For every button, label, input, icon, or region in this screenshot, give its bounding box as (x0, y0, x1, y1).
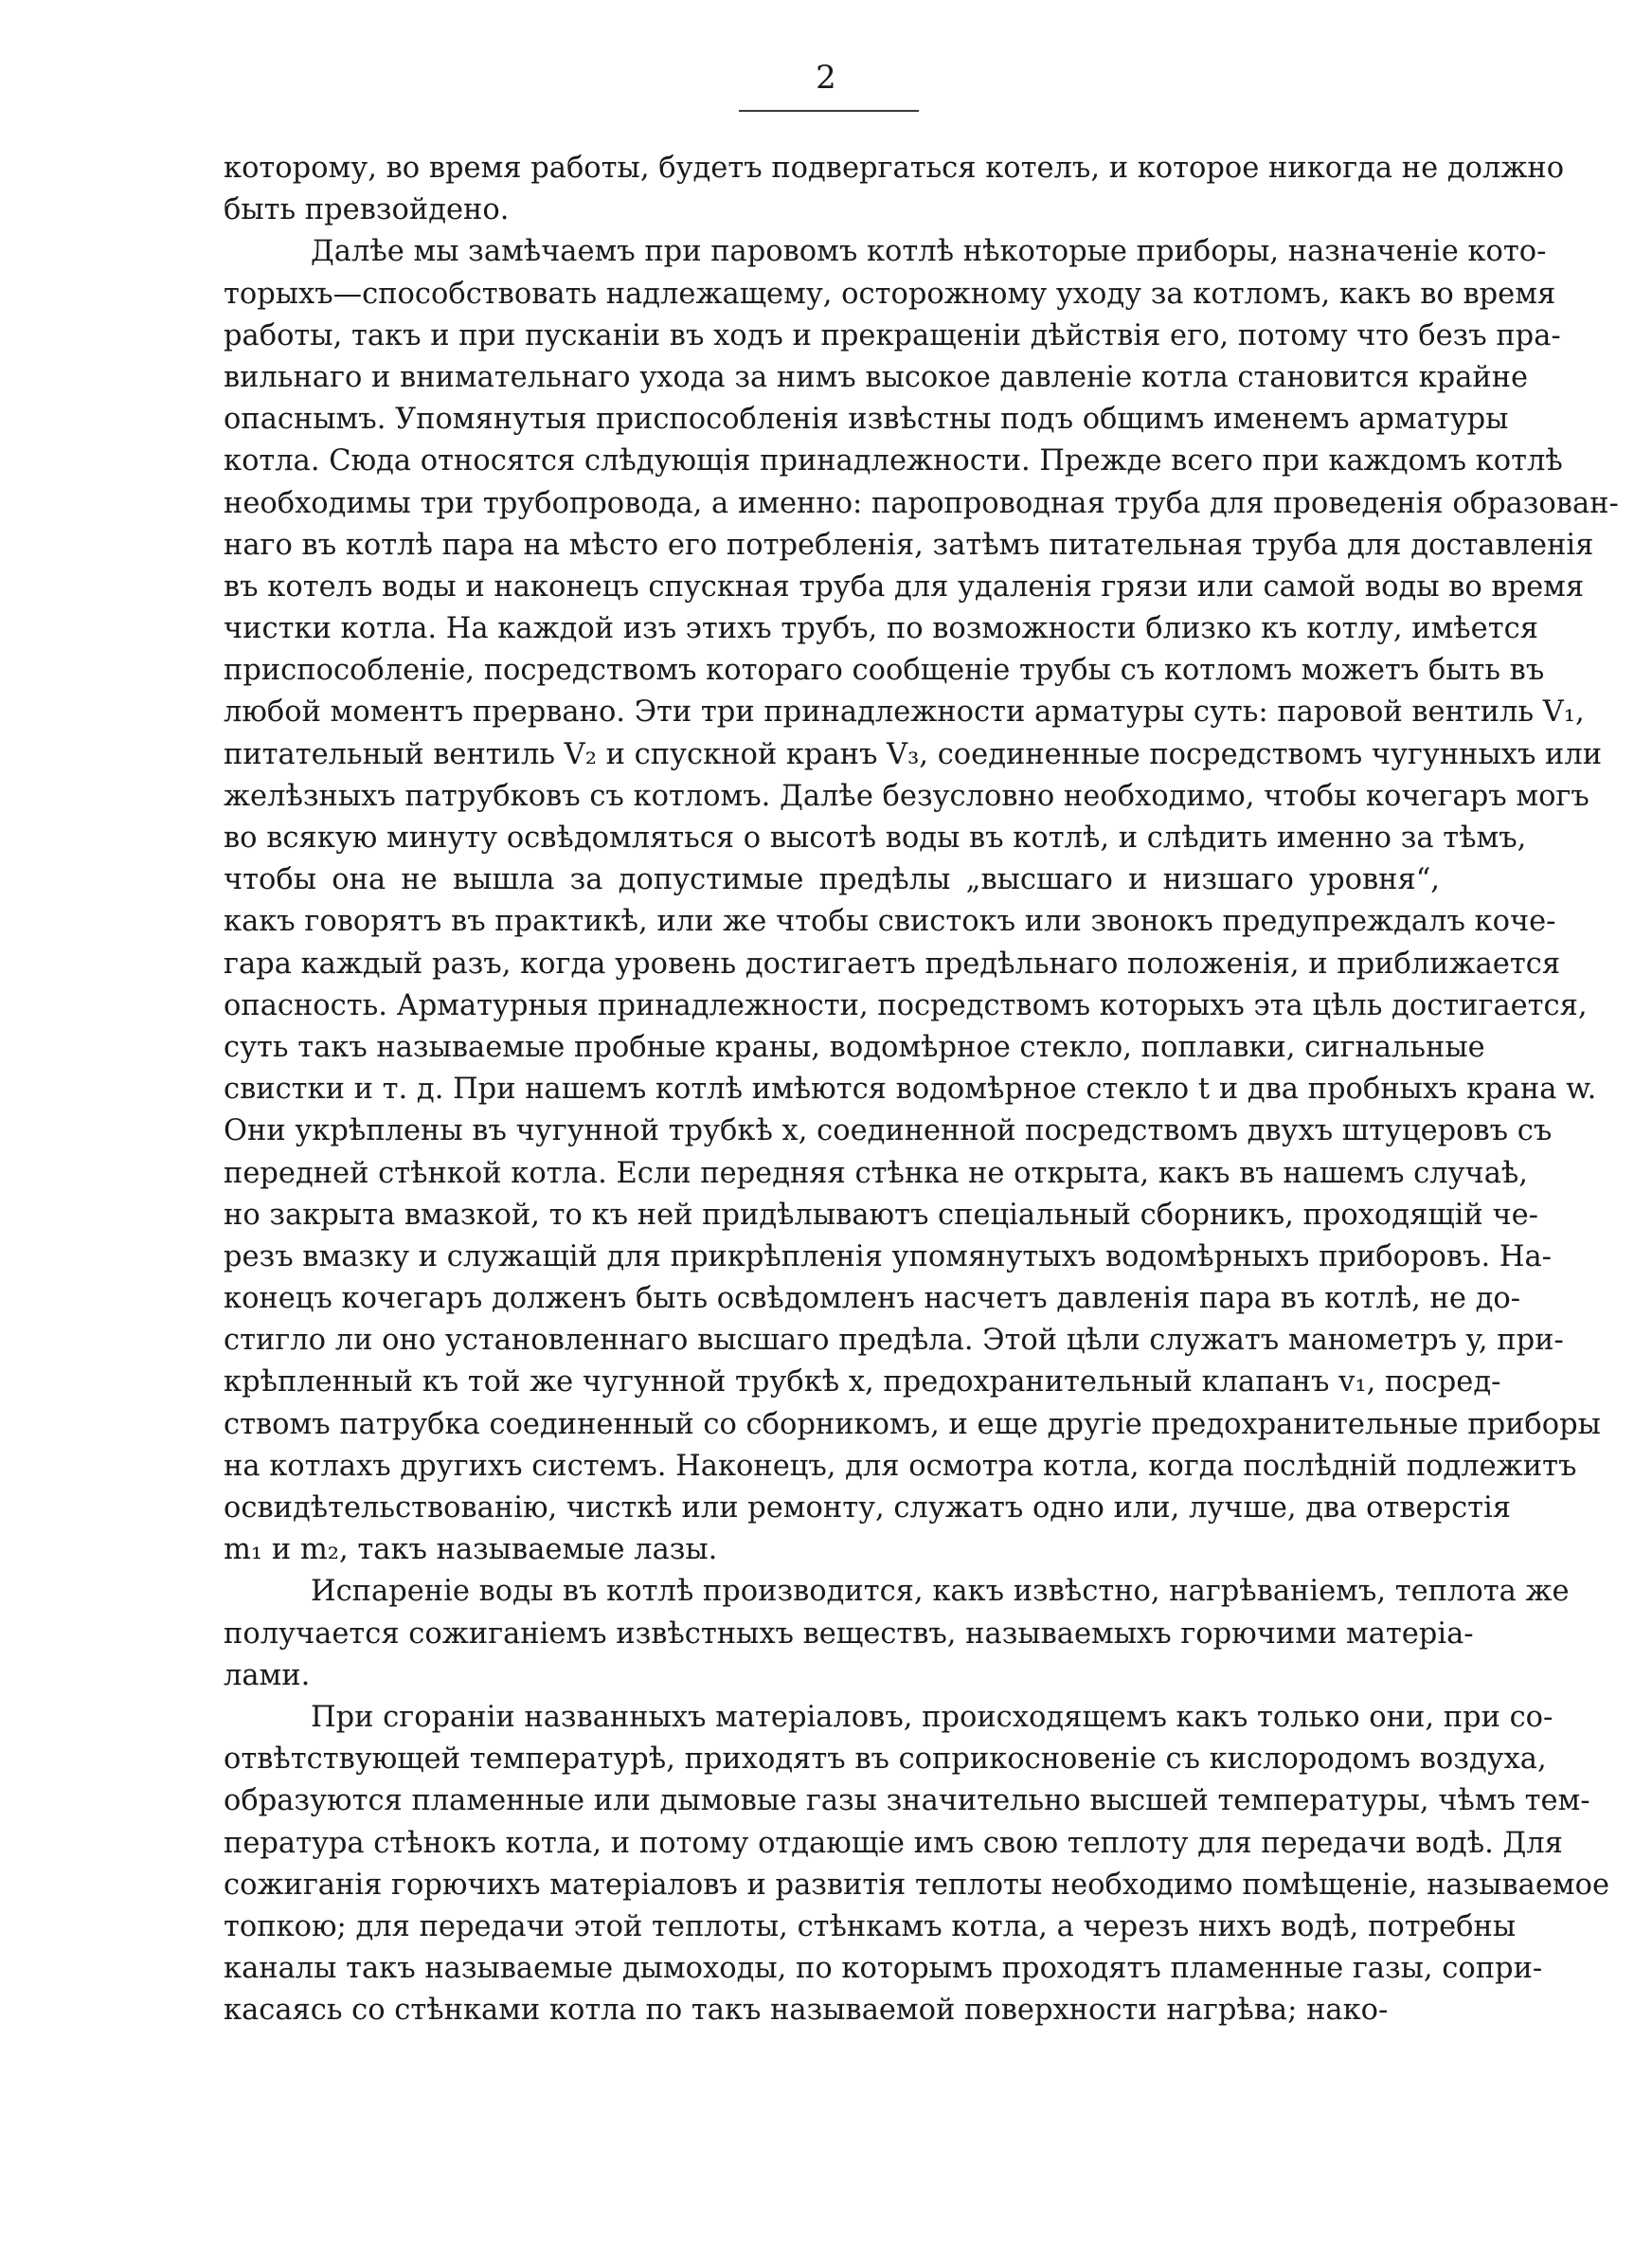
text-line: Они укрѣплены въ чугунной трубкѣ x, соединенной посредствомъ двухъ штуцеровъ съ (224, 1114, 1553, 1148)
text-line: При сгораніи названныхъ матеріаловъ, происходящемъ какъ только они, при со- (311, 1700, 1553, 1734)
text-line: котла. Сюда относятся слѣдующія принадлежности. Прежде всего при каждомъ котлѣ (224, 444, 1563, 478)
paragraph (224, 1571, 1570, 1697)
text-line: чистки котла. На каждой изъ этихъ трубъ, по возможности близко къ котлу, имѣется (224, 612, 1538, 646)
text-line: Далѣе мы замѣчаемъ при паровомъ котлѣ нѣкоторые приборы, назначеніе кото- (311, 235, 1547, 269)
text-line: стигло ли оно установленнаго высшаго предѣла. Этой цѣли служатъ манометръ y, при- (224, 1324, 1564, 1358)
paragraph (224, 148, 1565, 231)
text-line: Испареніе воды въ котлѣ производится, какъ извѣстно, нагрѣваніемъ, теплота же (311, 1575, 1570, 1609)
text-line: топкою; для передачи этой теплоты, стѣнкамъ котла, а черезъ нихъ водѣ, потребны (224, 1909, 1517, 1943)
text-line: любой моментъ прервано. Эти три принадлежности арматуры суть: паровой вентиль V₁, (224, 695, 1585, 730)
text-line: работы, такъ и при пусканіи въ ходъ и прекращеніи дѣйствія его, потому что безъ пра- (224, 318, 1561, 352)
text-line: гара каждый разъ, когда уровень достигаетъ предѣльнаго положенія, и приближается (224, 947, 1561, 981)
body-text (224, 148, 1619, 2031)
text-line: образуются пламенные или дымовые газы значительно высшей температуры, чѣмъ тем- (224, 1784, 1590, 1818)
text-line: пература стѣнокъ котла, и потому отдающіе имъ свою теплоту для передачи водѣ. Для (224, 1826, 1563, 1860)
text-line: но закрыта вмазкой, то къ ней придѣлываютъ спеціальный сборникъ, проходящій че- (224, 1198, 1538, 1232)
text-line: необходимы три трубопровода, а именно: паропроводная труба для проведенія образован- (224, 486, 1619, 520)
text-line: передней стѣнкой котла. Если передняя стѣнка не открыта, какъ въ нашемъ случаѣ, (224, 1156, 1528, 1190)
text-line: свистки и т. д. При нашемъ котлѣ имѣются водомѣрное стекло t и два пробныхъ крана w. (224, 1073, 1597, 1107)
text-line: приспособленіе, посредствомъ котораго сообщеніе трубы съ котломъ можетъ быть въ (224, 654, 1545, 688)
text-line: какъ говорятъ въ практикѣ, или же чтобы свистокъ или звонокъ предупреждалъ коче- (224, 905, 1556, 939)
text-line: торыхъ—способствовать надлежащему, осторожному уходу за котломъ, какъ во время (224, 277, 1556, 311)
paragraph (224, 1697, 1610, 2032)
text-line: ствомъ патрубка соединенный со сборникомъ, и еще другіе предохранительные приборы (224, 1407, 1601, 1441)
text-line: вильнаго и внимательнаго ухода за нимъ высокое давленіе котла становится крайне (224, 360, 1529, 394)
text-line: суть такъ называемые пробные краны, водомѣрное стекло, поплавки, сигнальные (224, 1030, 1485, 1064)
header-rule (739, 110, 919, 112)
text-line: лами. (224, 1658, 311, 1692)
text-line: освидѣтельствованію, чисткѣ или ремонту, служатъ одно или, лучше, два отверстія (224, 1491, 1512, 1525)
text-line: чтобы она не вышла за допустимые предѣлы „высшаго и низшаго уровня“, (224, 863, 1440, 897)
text-line: сожиганія горючихъ матеріаловъ и развитія теплоты необходимо помѣщеніе, называемое (224, 1868, 1610, 1902)
text-line: опасность. Арматурныя принадлежности, посредствомъ которыхъ эта цѣль достигается, (224, 988, 1588, 1022)
text-line: касаясь со стѣнками котла по такъ называемой поверхности нагрѣва; нако- (224, 1994, 1389, 2028)
text-line: на котлахъ другихъ системъ. Наконецъ, для осмотра котла, когда послѣдній подлежитъ (224, 1449, 1577, 1483)
text-line: быть превзойдено. (224, 193, 510, 227)
text-line: наго въ котлѣ пара на мѣсто его потребленія, затѣмъ питательная труба для доставленія (224, 528, 1594, 562)
text-line: отвѣтствующей температурѣ, приходятъ въ соприкосновеніе съ кислородомъ воздуха, (224, 1742, 1547, 1777)
text-line: желѣзныхъ патрубковъ съ котломъ. Далѣе безусловно необходимо, чтобы кочегаръ могъ (224, 779, 1589, 813)
text-line: резъ вмазку и служащій для прикрѣпленія упомянутыхъ водомѣрныхъ приборовъ. На- (224, 1239, 1552, 1273)
paragraph (224, 231, 1619, 1571)
text-line: получается сожиганіемъ извѣстныхъ веществъ, называемыхъ горючими матеріа- (224, 1616, 1474, 1651)
text-line: каналы такъ называемые дымоходы, по которымъ проходятъ пламенные газы, сопри- (224, 1952, 1543, 1986)
text-line: во всякую минуту освѣдомляться о высотѣ воды въ котлѣ, и слѣдить именно за тѣмъ, (224, 822, 1527, 855)
page-number: 2 (816, 59, 836, 97)
text-line: крѣпленный къ той же чугунной трубкѣ x, предохранительный клапанъ v₁, посред- (224, 1365, 1501, 1399)
text-line: m₁ и m₂, такъ называемые лазы. (224, 1533, 718, 1567)
text-line: которому, во время работы, будетъ подвергаться котелъ, и которое никогда не должно (224, 152, 1565, 185)
text-line: конецъ кочегаръ долженъ быть освѣдомленъ насчетъ давленія пара въ котлѣ, не до- (224, 1282, 1521, 1316)
text-line: въ котелъ воды и наконецъ спускная труба для удаленія грязи или самой воды во время (224, 569, 1585, 604)
text-line: опаснымъ. Упомянутыя приспособленія извѣстны подъ общимъ именемъ арматуры (224, 403, 1509, 437)
text-line: питательный вентиль V₂ и спускной кранъ V₃, соединенные посредствомъ чугунныхъ или (224, 737, 1603, 771)
